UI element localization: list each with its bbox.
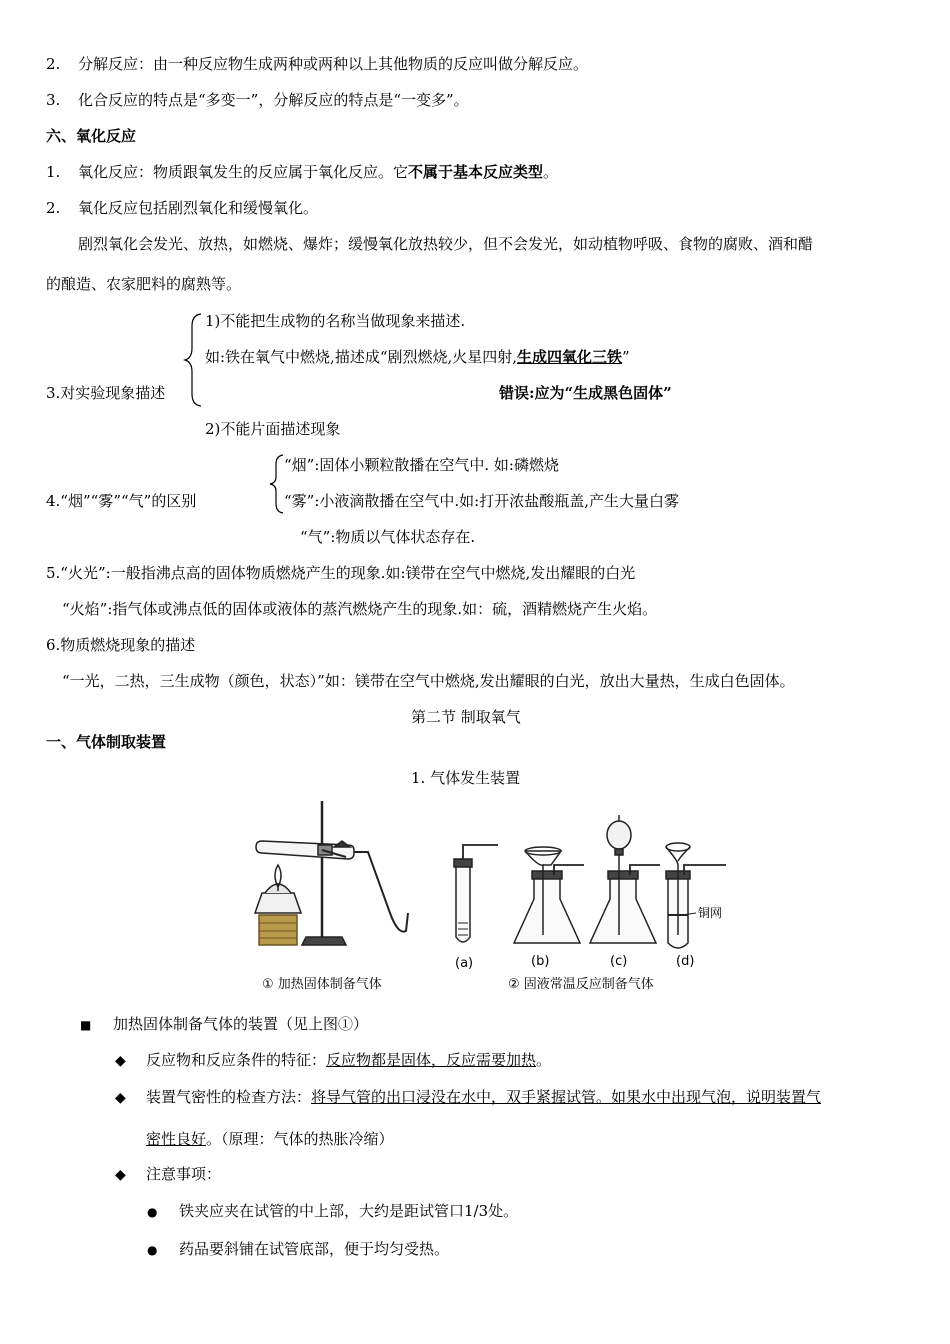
label-d: (d) (676, 954, 695, 969)
dot-bullet-icon: ● (147, 1243, 158, 1257)
square-bullet-icon: ■ (80, 1018, 92, 1032)
detail-reactants: 反应物和反应条件的特征：反应物都是固体，反应需要加热。 (146, 1051, 552, 1069)
list-item: 2. 分解反应：由一种反应物生成两种或两种以上其他物质的反应叫做分解反应。 (46, 55, 589, 73)
item6-text: “一光，二热，三生成物（颜色，状态）”如：镁带在空气中燃烧,发出耀眼的白光，放出大量热，生成白色固体。 (62, 672, 795, 690)
item3-sub2: 2)不能片面描述现象 (205, 420, 341, 438)
caption-solid-liquid: ② 固液常温反应制备气体 (508, 977, 654, 992)
section-heading-oxidation: 六、氧化反应 (46, 127, 137, 145)
list-item: 1. 氧化反应：物质跟氧发生的反应属于氧化反应。它不属于基本反应类型。 (46, 163, 559, 181)
detail-notes: 注意事项： (146, 1165, 222, 1183)
gas-generation-apparatus-figure (250, 795, 740, 995)
item3-label: 3.对实验现象描述 (46, 384, 166, 402)
emphasis-text: 不属于基本反应类型 (408, 163, 544, 181)
list-item: 3. 化合反应的特点是“多变一”，分解反应的特点是“一变多”。 (46, 91, 469, 109)
note-item: 药品要斜铺在试管底部，便于均匀受热。 (179, 1240, 450, 1258)
label-a: (a) (455, 956, 474, 971)
bullet-heading: 加热固体制备气体的装置（见上图①） (113, 1015, 369, 1033)
detail-airtightness: 装置气密性的检查方法：将导气管的出口浸没在水中，双手紧握试管。如果水中出现气泡，说明装置气 (146, 1088, 822, 1106)
label-c: (c) (610, 954, 628, 969)
dot-bullet-icon: ● (147, 1205, 158, 1219)
paragraph-line: 的酿造、农家肥料的腐熟等。 (46, 275, 242, 293)
curly-brace-icon (183, 312, 205, 408)
section-heading-gas-apparatus: 一、气体制取装置 (46, 733, 167, 751)
apparatus-c-icon (590, 815, 660, 943)
reaction-features: 化合反应的特点是“多变一”，分解反应的特点是“一变多”。 (78, 91, 469, 109)
label-b: (b) (531, 954, 550, 969)
detail-airtightness-cont: 密性良好。（原理：气体的热胀冷缩） (146, 1130, 394, 1148)
item5-line: “火焰”:指气体或沸点低的固体或液体的蒸汽燃烧产生的现象.如：硫，酒精燃烧产生火焰。 (62, 600, 658, 618)
heating-apparatus-icon (255, 801, 408, 945)
item3-error: 错误:应为“生成黑色固体” (499, 384, 672, 402)
copper-mesh-label: 铜网 (698, 906, 723, 920)
apparatus-b-icon (514, 847, 584, 943)
apparatus-d-icon (666, 843, 726, 948)
diamond-bullet-icon: ◆ (115, 1090, 126, 1106)
item3-example: 如:铁在氧气中燃烧,描述成“剧烈燃烧,火星四射,生成四氧化三铁” (205, 348, 630, 366)
apparatus-a-icon (454, 845, 498, 942)
item5-line: 5.“火光”:一般指沸点高的固体物质燃烧产生的现象.如:镁带在空气中燃烧,发出耀眼的白光 (46, 564, 636, 582)
list-item: 2. 氧化反应包括剧烈氧化和缓慢氧化。 (46, 199, 319, 217)
paragraph-line: 剧烈氧化会发光、放热，如燃烧、爆炸；缓慢氧化放热较少，但不会发光，如动植物呼吸、食物的腐败、酒和醋 (78, 235, 814, 253)
fog-definition: “雾”:小液滴散播在空气中.如:打开浓盐酸瓶盖,产生大量白雾 (284, 492, 679, 510)
smoke-definition: “烟”:固体小颗粒散播在空气中. 如:磷燃烧 (284, 456, 559, 474)
note-item: 铁夹应夹在试管的中上部，大约是距试管口1/3处。 (179, 1202, 519, 1220)
diamond-bullet-icon: ◆ (115, 1167, 126, 1183)
decomposition-definition: 分解反应：由一种反应物生成两种或两种以上其他物质的反应叫做分解反应。 (78, 55, 589, 73)
diamond-bullet-icon: ◆ (115, 1053, 126, 1069)
item4-label: 4.“烟”“雾”“气”的区别 (46, 492, 197, 510)
figure-title: 1. 气体发生装置 (411, 769, 521, 787)
underlined-wrong-description: 生成四氧化三铁 (517, 348, 623, 366)
section-title: 第二节 制取氧气 (411, 708, 521, 726)
caption-heating: ① 加热固体制备气体 (262, 977, 382, 992)
item6-title: 6.物质燃烧现象的描述 (46, 636, 196, 654)
gas-definition: “气”:物质以气体状态存在. (300, 528, 476, 546)
item3-sub1: 1)不能把生成物的名称当做现象来描述. (205, 312, 466, 330)
